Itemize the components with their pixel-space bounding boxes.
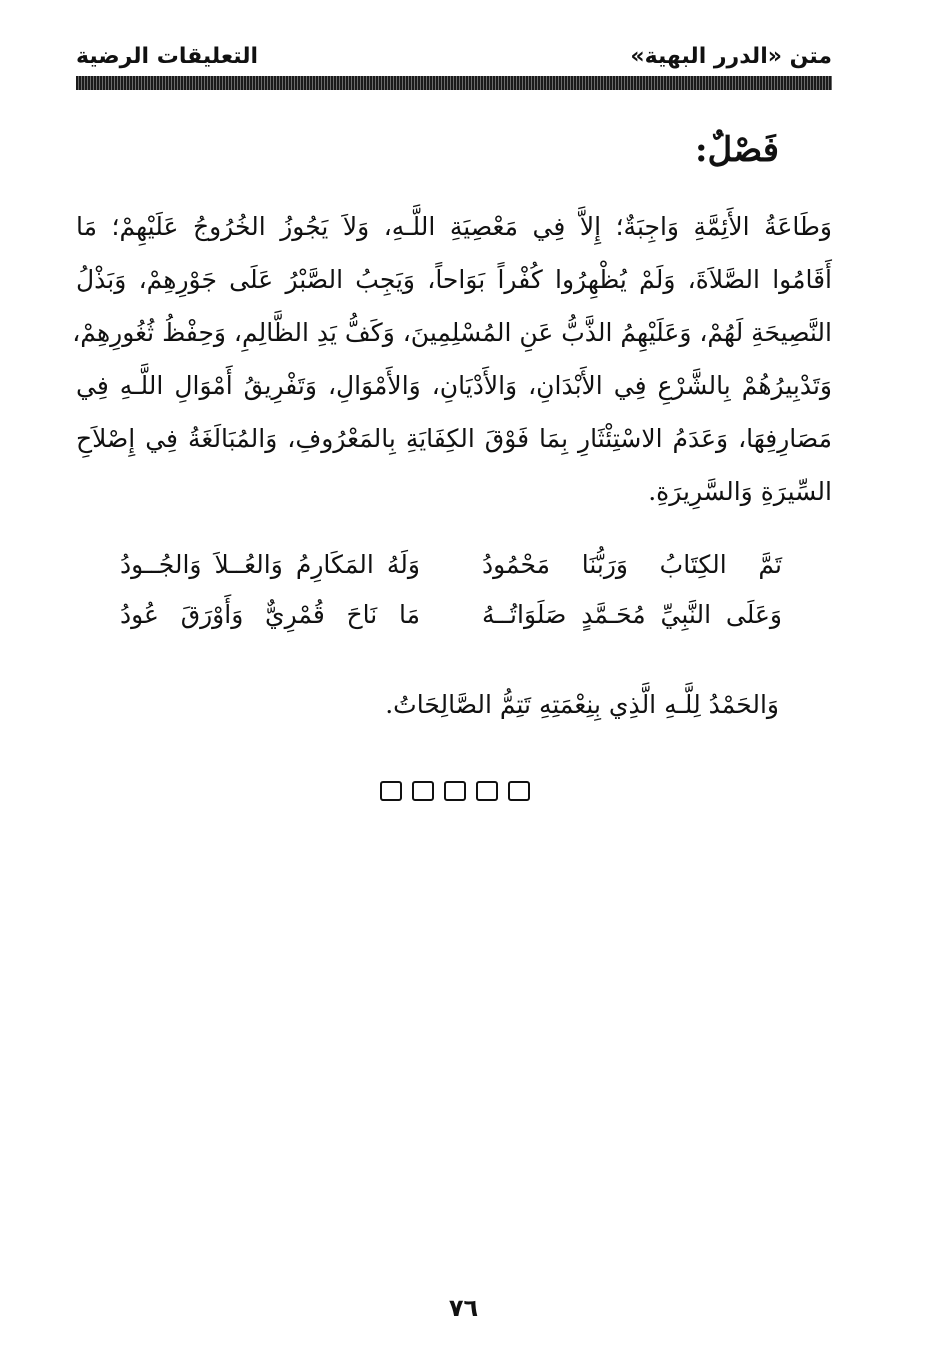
square-ornament-icon bbox=[444, 781, 466, 801]
body-paragraph bbox=[72, 200, 832, 518]
page-number: ٧٦ bbox=[448, 1294, 479, 1322]
paragraph-line: مَصَارِفِهَا، وَعَدَمُ الاسْتِئْثَارِ بِمَا فَوْقَ الكِفَايَةِ بِالمَعْرُوفِ، وَالمُبَالَغَةُ فِي إِصْلاَحِ bbox=[76, 424, 832, 453]
square-ornament-icon bbox=[508, 781, 530, 801]
square-ornament-icon bbox=[412, 781, 434, 801]
poem-verse bbox=[120, 540, 782, 590]
header-rule bbox=[76, 76, 832, 90]
paragraph-line: أَقَامُوا الصَّلاَةَ، وَلَمْ يُظْهِرُوا كُفْراً بَوَاحاً، وَيَجِبُ الصَّبْرُ عَلَى جَوْرِهِمْ، وَبَذْلُ bbox=[76, 265, 832, 294]
poem-first-hemistich: تَمَّ الكِتَابُ وَرَبُّنَا مَحْمُودُ bbox=[482, 550, 782, 579]
section-end-ornament bbox=[380, 776, 530, 806]
header-book-title: متن «الدرر البهية» bbox=[630, 44, 832, 69]
running-header bbox=[76, 40, 832, 74]
closing-praise: وَالحَمْدُ لِلَّـهِ الَّذِي بِنِعْمَتِهِ تَتِمُّ الصَّالِحَاتُ. bbox=[385, 690, 779, 719]
header-commentary-title: التعليقات الرضية bbox=[76, 44, 259, 69]
paragraph-line: السِّيرَةِ وَالسَّرِيرَةِ. bbox=[648, 477, 832, 506]
section-heading: فَصْلٌ: bbox=[694, 130, 779, 170]
poem-second-hemistich: مَا نَاحَ قُمْرِيٌّ وَأَوْرَقَ عُودُ bbox=[120, 600, 420, 629]
paragraph-line: وَطَاعَةُ الأَئِمَّةِ وَاجِبَةٌ؛ إِلاَّ فِي مَعْصِيَةِ اللَّـهِ، وَلاَ يَجُوزُ الخُرُوجُ عَلَيْهِمْ؛ مَا bbox=[76, 212, 832, 241]
paragraph-line: وَتَدْبِيرُهُمْ بِالشَّرْعِ فِي الأَبْدَانِ، وَالأَدْيَانِ، وَالأَمْوَالِ، وَتَفْرِيقُ أَمْوَالِ اللَّـهِ فِي bbox=[76, 371, 832, 400]
closing-poem bbox=[120, 540, 782, 640]
square-ornament-icon bbox=[476, 781, 498, 801]
poem-first-hemistich: وَعَلَى النَّبِيِّ مُحَـمَّدٍ صَلَوَاتُــهُ bbox=[482, 600, 782, 629]
poem-second-hemistich: وَلَهُ المَكَارِمُ وَالعُــلاَ وَالجُــودُ bbox=[120, 550, 420, 579]
paragraph-line: النَّصِيحَةِ لَهُمْ، وَعَلَيْهِمُ الذَّبُّ عَنِ المُسْلِمِينَ، وَكَفُّ يَدِ الظَّالِمِ، وَحِفْظُ ثُغُورِهِمْ، bbox=[72, 318, 832, 347]
square-ornament-icon bbox=[380, 781, 402, 801]
poem-verse bbox=[120, 590, 782, 640]
